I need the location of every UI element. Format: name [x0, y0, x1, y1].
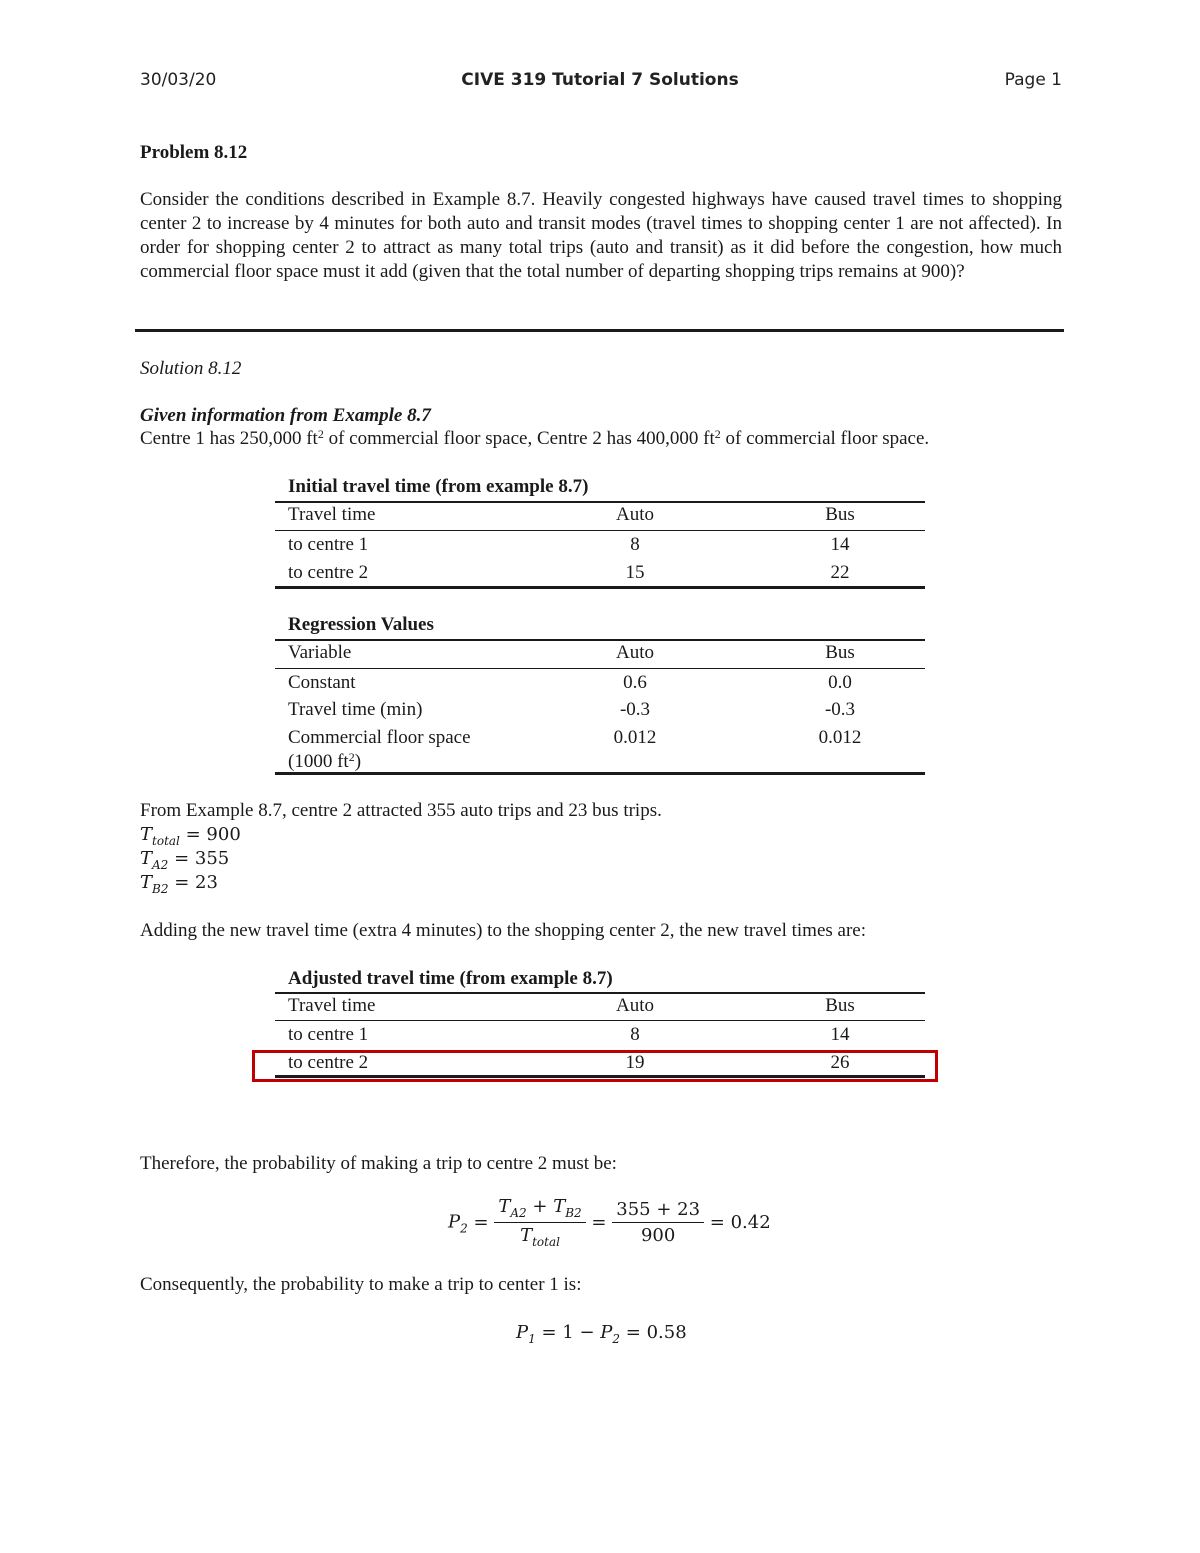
probability-intro-text: Therefore, the probability of making a trip to centre 2 must be: — [140, 1153, 617, 1174]
table-cell: to centre 2 — [288, 562, 369, 583]
table-cell: Commercial floor space — [288, 727, 471, 748]
table-cell: 8 — [630, 534, 640, 555]
section-divider — [135, 329, 1064, 332]
from-example-text: From Example 8.7, centre 2 attracted 355 auto trips and 23 bus trips. — [140, 800, 662, 821]
problem-statement: Consider the conditions described in Example 8.7. Heavily congested highways have caused travel times to shopping center 2 to increase by 4 minutes for both auto and transit modes (travel times to shopping center 1 are not affected). In order for shopping center 2 to attract as many total trips (auto and transit) as it did before the congestion, how much commercial floor space must it add (given that the total number of departing shopping trips remains at 900)? — [140, 189, 1062, 282]
table-header: Auto — [616, 642, 654, 663]
table-cell-continuation: (1000 $ft^2$) — [288, 750, 362, 772]
table-rule — [275, 772, 925, 775]
table-cell: Constant — [288, 672, 356, 693]
solution-title: Solution 8.12 — [140, 358, 242, 379]
table-title: Regression Values — [288, 614, 434, 635]
table-cell: to centre 1 — [288, 1024, 369, 1045]
header-title: CIVE 319 Tutorial 7 Solutions — [461, 70, 739, 90]
t-a2-equation: $T_{A2} = 355$ — [140, 848, 230, 872]
highlighted-row-box — [252, 1050, 938, 1082]
table-cell: to centre 1 — [288, 534, 369, 555]
table-cell: 14 — [830, 534, 850, 555]
table-cell: 15 — [625, 562, 645, 583]
table-header: Variable — [288, 642, 352, 663]
table-header: Auto — [616, 504, 654, 525]
table-cell: -0.3 — [824, 699, 856, 720]
table-cell: to centre 2 — [288, 1052, 369, 1073]
table-header: Travel time — [288, 995, 376, 1016]
adding-travel-time-text: Adding the new travel time (extra 4 minutes) to the shopping center 2, the new travel times are: — [140, 920, 866, 941]
table-cell: 8 — [630, 1024, 640, 1045]
table-rule — [275, 992, 925, 994]
t-total-equation: $T_{total} = 900$ — [140, 824, 241, 848]
table-header: Travel time — [288, 504, 376, 525]
t-b2-equation: $T_{B2} = 23$ — [140, 872, 218, 896]
initial-travel-time-table — [275, 476, 925, 596]
table-cell: Travel time (min) — [288, 699, 423, 720]
p2-fraction-numeric: $\frac{355 + 23}{900}$ — [612, 1199, 704, 1246]
table-rule — [275, 586, 925, 589]
table-cell: 0.0 — [828, 672, 852, 693]
table-rule — [275, 501, 925, 503]
table-header: Bus — [825, 642, 855, 663]
table-cell: 14 — [830, 1024, 850, 1045]
table-cell: 0.012 — [818, 727, 862, 748]
given-info-heading: Given information from Example 8.7 — [140, 405, 431, 426]
table-cell: -0.3 — [619, 699, 651, 720]
p2-fraction-symbolic: $\frac{T_{A2} + T_{B2}}{T_{total}}$ — [494, 1196, 585, 1249]
header-date: 30/03/20 — [140, 70, 217, 90]
table-rule — [275, 639, 925, 641]
consequently-text: Consequently, the probability to make a trip to center 1 is: — [140, 1274, 582, 1295]
problem-title: Problem 8.12 — [140, 142, 248, 163]
header-page-number: Page 1 — [1004, 70, 1062, 90]
p2-equation: $P_2$ = $\frac{T_{A2} + T_{B2}}{T_{total}}$ = $\frac{355 + 23}{900}$ = 0.42 — [448, 1196, 771, 1249]
table-rule — [275, 1020, 925, 1021]
table-title: Initial travel time (from example 8.7) — [288, 476, 589, 497]
table-cell: 0.012 — [613, 727, 657, 748]
regression-values-table — [275, 614, 925, 779]
table-rule — [275, 668, 925, 669]
table-title: Adjusted travel time (from example 8.7) — [288, 968, 613, 989]
table-cell: 26 — [830, 1052, 850, 1073]
given-info-text: Centre 1 has 250,000 $ft^2$ of commercial floor space, Centre 2 has 400,000 $ft^2$ of commercial floor space. — [140, 427, 930, 449]
p1-equation: $P_1 = 1 - P_2 = 0.58$ — [516, 1322, 687, 1346]
table-header: Auto — [616, 995, 654, 1016]
table-cell: 19 — [625, 1052, 645, 1073]
table-header: Bus — [825, 995, 855, 1016]
table-cell: 22 — [830, 562, 850, 583]
table-header: Bus — [825, 504, 855, 525]
table-rule — [275, 530, 925, 531]
table-cell: 0.6 — [623, 672, 647, 693]
